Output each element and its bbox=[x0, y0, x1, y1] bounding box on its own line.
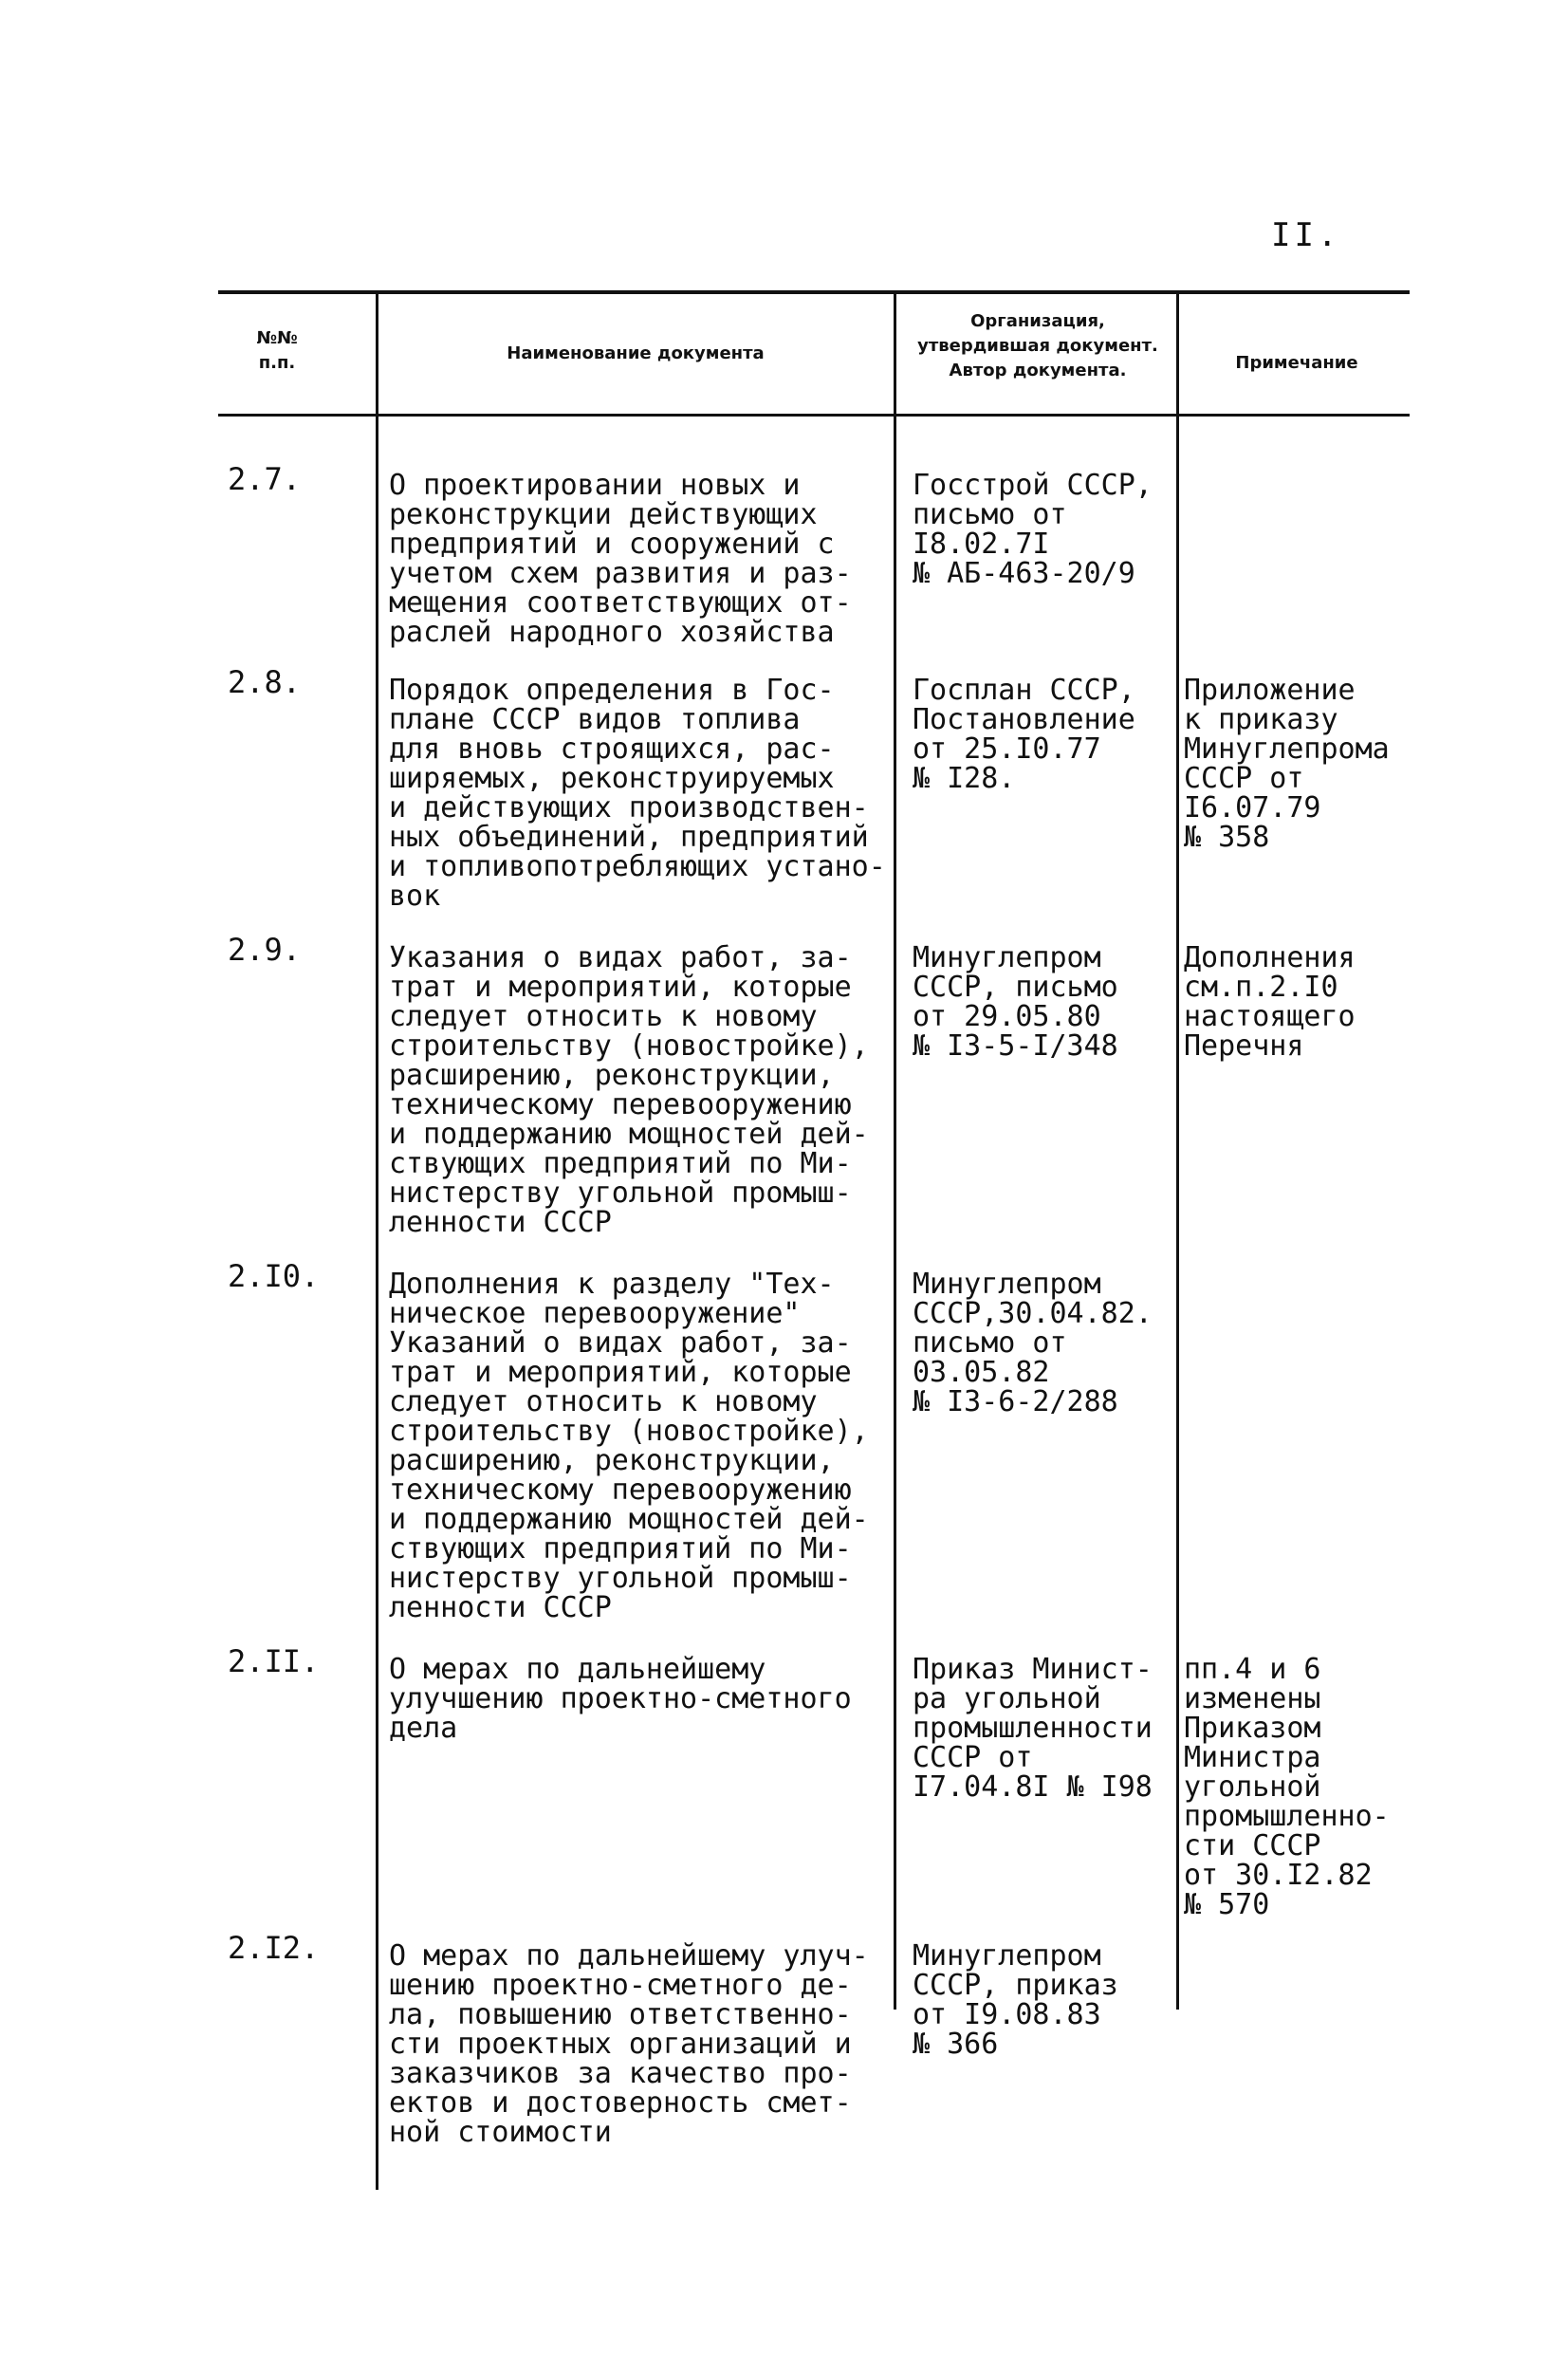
note: Приложение к приказу Минуглепрома СССР от I6.07.79 № 358 bbox=[1184, 674, 1390, 854]
header-col-note: Примечание bbox=[1235, 353, 1358, 373]
column-divider-3 bbox=[1176, 292, 1179, 2010]
document-name: Порядок определения в Гос- плане СССР видов топлива для вновь строящихся, рас- ширяемых, реконструируемых и действующих производствен- ных объединений, предприятий и топливопотребляющих устано- вок bbox=[389, 674, 886, 913]
approving-organization: Приказ Минист- ра угольной промышленности СССР от I7.04.8I № I98 bbox=[913, 1653, 1153, 1804]
document-name: О проектировании новых и реконструкции действующих предприятий и сооружений с учетом схем развития и раз- мещения соответствующих от- раслей народного хозяйства bbox=[389, 469, 852, 649]
row-number: 2.II. bbox=[228, 1643, 320, 1679]
page-number: II. bbox=[1271, 216, 1341, 254]
row-number: 2.I2. bbox=[228, 1930, 320, 1966]
approving-organization: Госстрой СССР, письмо от I8.02.7I № АБ-463-20/9 bbox=[913, 469, 1153, 590]
approving-organization: Минуглепром СССР,30.04.82. письмо от 03.05.82 № I3-6-2/288 bbox=[913, 1268, 1153, 1418]
row-number: 2.9. bbox=[228, 932, 302, 968]
column-divider-1 bbox=[376, 292, 378, 2190]
row-number: 2.8. bbox=[228, 664, 302, 700]
note: пп.4 и 6 изменены Приказом Министра угольной промышленно- сти СССР от 30.I2.82 № 570 bbox=[1184, 1653, 1390, 1921]
document-name: Указания о видах работ, за- трат и мероприятий, которые следует относить к новому строительству (новостройке), расширению, реконструкции, техническому перевооружению и поддержанию мощностей дей- ствующих предприятий по Ми- нистерству угольной промыш- ленности СССР bbox=[389, 941, 869, 1239]
header-bottom-rule bbox=[218, 414, 1410, 417]
row-number: 2.7. bbox=[228, 461, 302, 497]
approving-organization: Минуглепром СССР, приказ от I9.08.83 № 366 bbox=[913, 1939, 1118, 2061]
note: Дополнения см.п.2.I0 настоящего Перечня bbox=[1184, 941, 1356, 1063]
row-number: 2.I0. bbox=[228, 1258, 320, 1294]
approving-organization: Госплан СССР, Постановление от 25.I0.77 № I28. bbox=[913, 674, 1135, 795]
table-top-rule bbox=[218, 290, 1410, 294]
header-col-org: Организация, утвердившая документ. Автор документа. bbox=[917, 311, 1158, 380]
header-col-name: Наименование документа bbox=[507, 343, 765, 363]
document-name: Дополнения к разделу "Тех- ническое перевооружение" Указаний о видах работ, за- трат и мероприятий, которые следует относить к новому строительству (новостройке), расширению, реконструкции, техническому перевооружению и поддержанию мощностей дей- ствующих предприятий по Ми- нистерству угольной промыш- ленности СССР bbox=[389, 1268, 869, 1624]
column-divider-2 bbox=[894, 292, 896, 2010]
header-col-num: №№ п.п. bbox=[256, 328, 298, 373]
document-name: О мерах по дальнейшему улуч- шению проектно-сметного де- ла, повышению ответственно- сти проектных организаций и заказчиков за качество про- ектов и достоверность смет- ной стоимости bbox=[389, 1939, 869, 2149]
document-name: О мерах по дальнейшему улучшению проектно-сметного дела bbox=[389, 1653, 852, 1745]
approving-organization: Минуглепром СССР, письмо от 29.05.80 № I3-5-I/348 bbox=[913, 941, 1118, 1063]
